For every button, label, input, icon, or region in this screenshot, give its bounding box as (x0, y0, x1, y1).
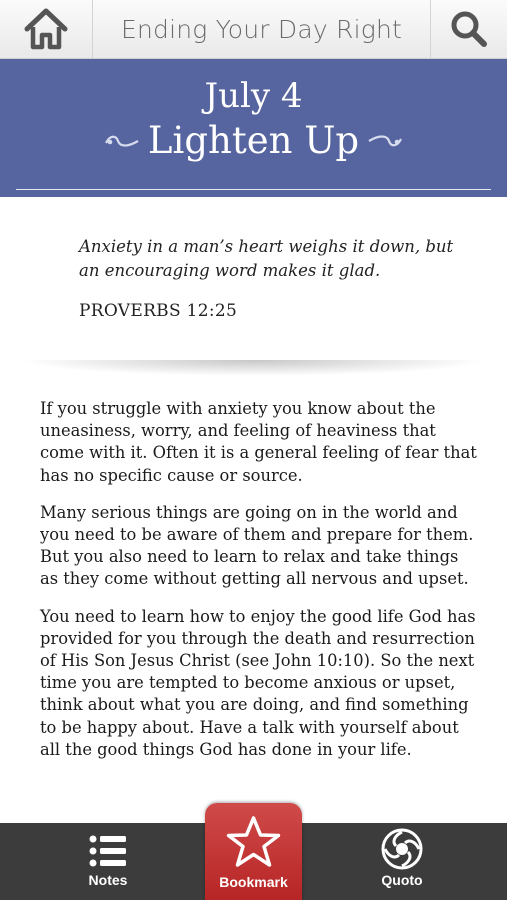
header-divider (16, 189, 491, 190)
search-button[interactable] (430, 0, 507, 58)
tab-notes-label: Notes (88, 872, 128, 888)
list-icon (88, 834, 128, 868)
tab-notes[interactable] (48, 823, 168, 900)
home-button[interactable] (0, 0, 93, 58)
scripture-reference: PROVERBS 12:25 (79, 301, 238, 321)
devotional-date: July 4 (204, 76, 303, 116)
devotional-title: Lighten Up (147, 119, 360, 162)
home-icon (23, 7, 69, 51)
title-row (0, 119, 507, 163)
bookmark-button[interactable] (205, 803, 302, 900)
star-icon (225, 815, 282, 869)
top-bar (0, 0, 507, 59)
app-title: Ending Your Day Right (120, 14, 403, 44)
tab-quoto[interactable] (342, 823, 462, 900)
tab-quoto-label: Quoto (381, 872, 423, 888)
left-ornament-icon (104, 133, 140, 149)
devotional-body (40, 398, 480, 776)
scripture-text: Anxiety in a man’s heart weighs it down, but an encouraging word makes it glad. (79, 237, 454, 280)
scripture-block (79, 235, 459, 321)
quoto-logo-icon (381, 828, 423, 870)
section-divider (18, 360, 489, 376)
bookmark-label: Bookmark (219, 874, 288, 890)
search-icon (449, 9, 489, 49)
body-paragraph: Many serious things are going on in the world and you need to be aware of them and prepare for them. But you also need to learn to relax and take things as they come without getting all nervous and upset. (40, 502, 474, 589)
devotional-header (0, 59, 507, 197)
right-ornament-icon (367, 133, 403, 149)
body-paragraph: You need to learn how to enjoy the good life God has provided for you through the death and resurrection of His Son Jesus Christ (see John 10:10). So the next time you are tempted to become anxious or upset, think about what you are doing, and find something to be happy about. Have a talk with yourself about all the good things God has done in your life. (40, 606, 476, 759)
body-paragraph: If you struggle with anxiety you know about the uneasiness, worry, and feeling of heaviness that come with it. Often it is a general feeling of fear that has no specific cause or source. (40, 399, 477, 485)
